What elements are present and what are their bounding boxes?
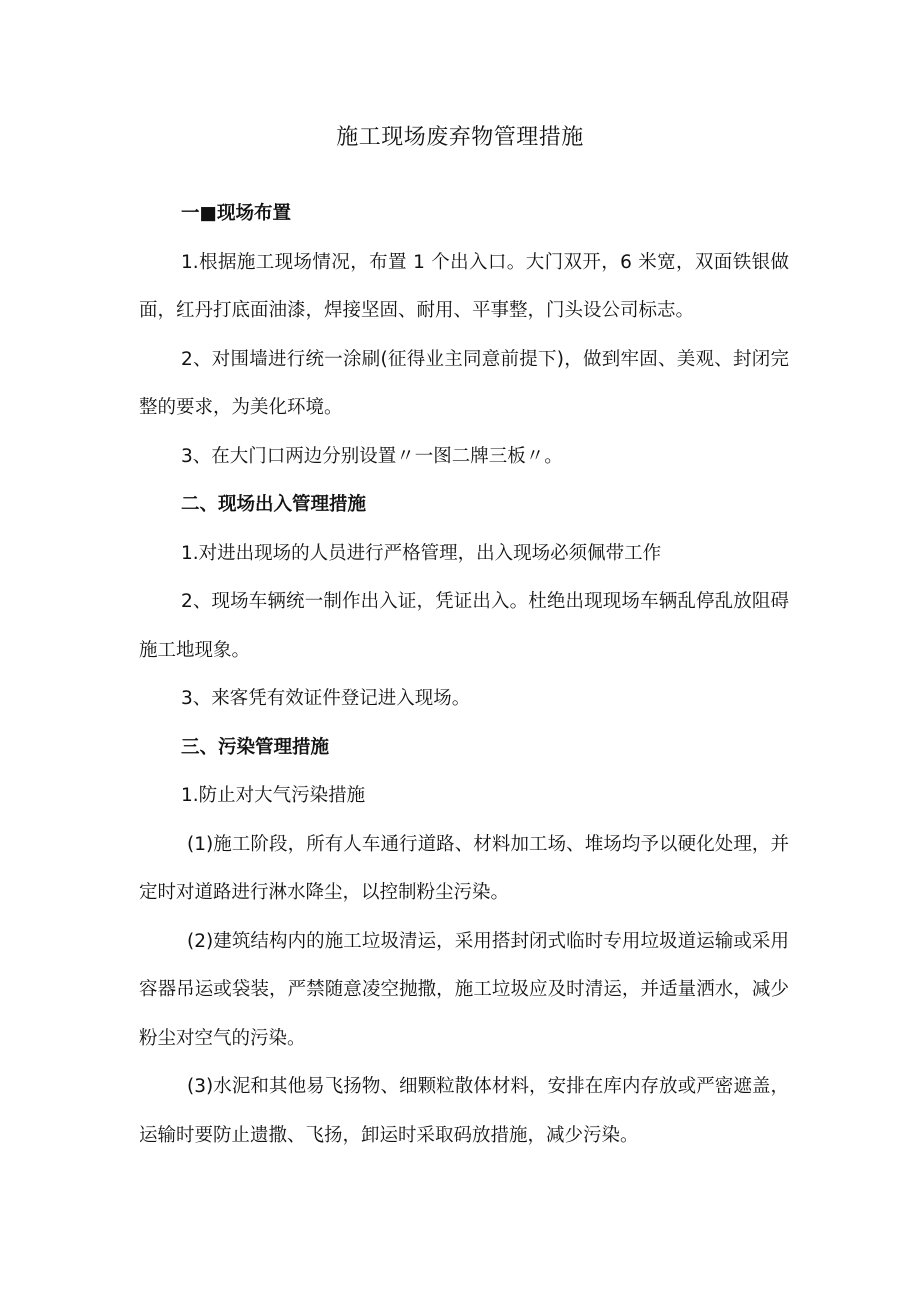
- document-body: [139, 190, 789, 1160]
- section-heading-site-layout: 一■现场布置: [181, 203, 291, 224]
- page-title: 施工现场废弃物管理措施: [336, 125, 584, 150]
- paragraph: (3)水泥和其他易飞扬物、细颗粒散体材料，安排在库内存放或严密遮盖，运输时要防止遗撒、飞扬，卸运时采取码放措施，减少污染。: [139, 1076, 789, 1146]
- section-heading-access-control: 二、现场出入管理措施: [181, 494, 367, 515]
- paragraph: 1.对进出现场的人员进行严格管理，出入现场必须佩带工作: [181, 542, 662, 564]
- paragraph: 2、对围墙进行统一涂刷(征得业主同意前提下)，做到牢固、美观、封闭完整的要求，为美化环境。: [139, 348, 789, 418]
- paragraph: 3、在大门口两边分别设置〃一图二牌三板〃。: [181, 445, 563, 467]
- section-heading-pollution-control: 三、污染管理措施: [181, 736, 330, 758]
- paragraph: 1.防止对大气污染措施: [181, 785, 366, 806]
- paragraph: 1.根据施工现场情况，布置 1 个出入口。大门双开，6 米宽，双面铁银做面，红丹打底面油漆，焊接坚固、耐用、平事整，门头设公司标志。: [139, 251, 789, 321]
- paragraph: (1)施工阶段，所有人车通行道路、材料加工场、堆场均予以硬化处理，并定时对道路进行淋水降尘，以控制粉尘污染。: [139, 833, 789, 903]
- paragraph: 3、来客凭有效证件登记进入现场。: [181, 688, 471, 709]
- paragraph: (2)建筑结构内的施工垃圾清运，采用搭封闭式临时专用垃圾道运输或采用容器吊运或袋装，严禁随意凌空抛撒，施工垃圾应及时清运，并适量洒水，减少粉尘对空气的污染。: [139, 930, 789, 1049]
- paragraph: 2、现场车辆统一制作出入证，凭证出入。杜绝出现现场车辆乱停乱放阻碍施工地现象。: [139, 591, 789, 661]
